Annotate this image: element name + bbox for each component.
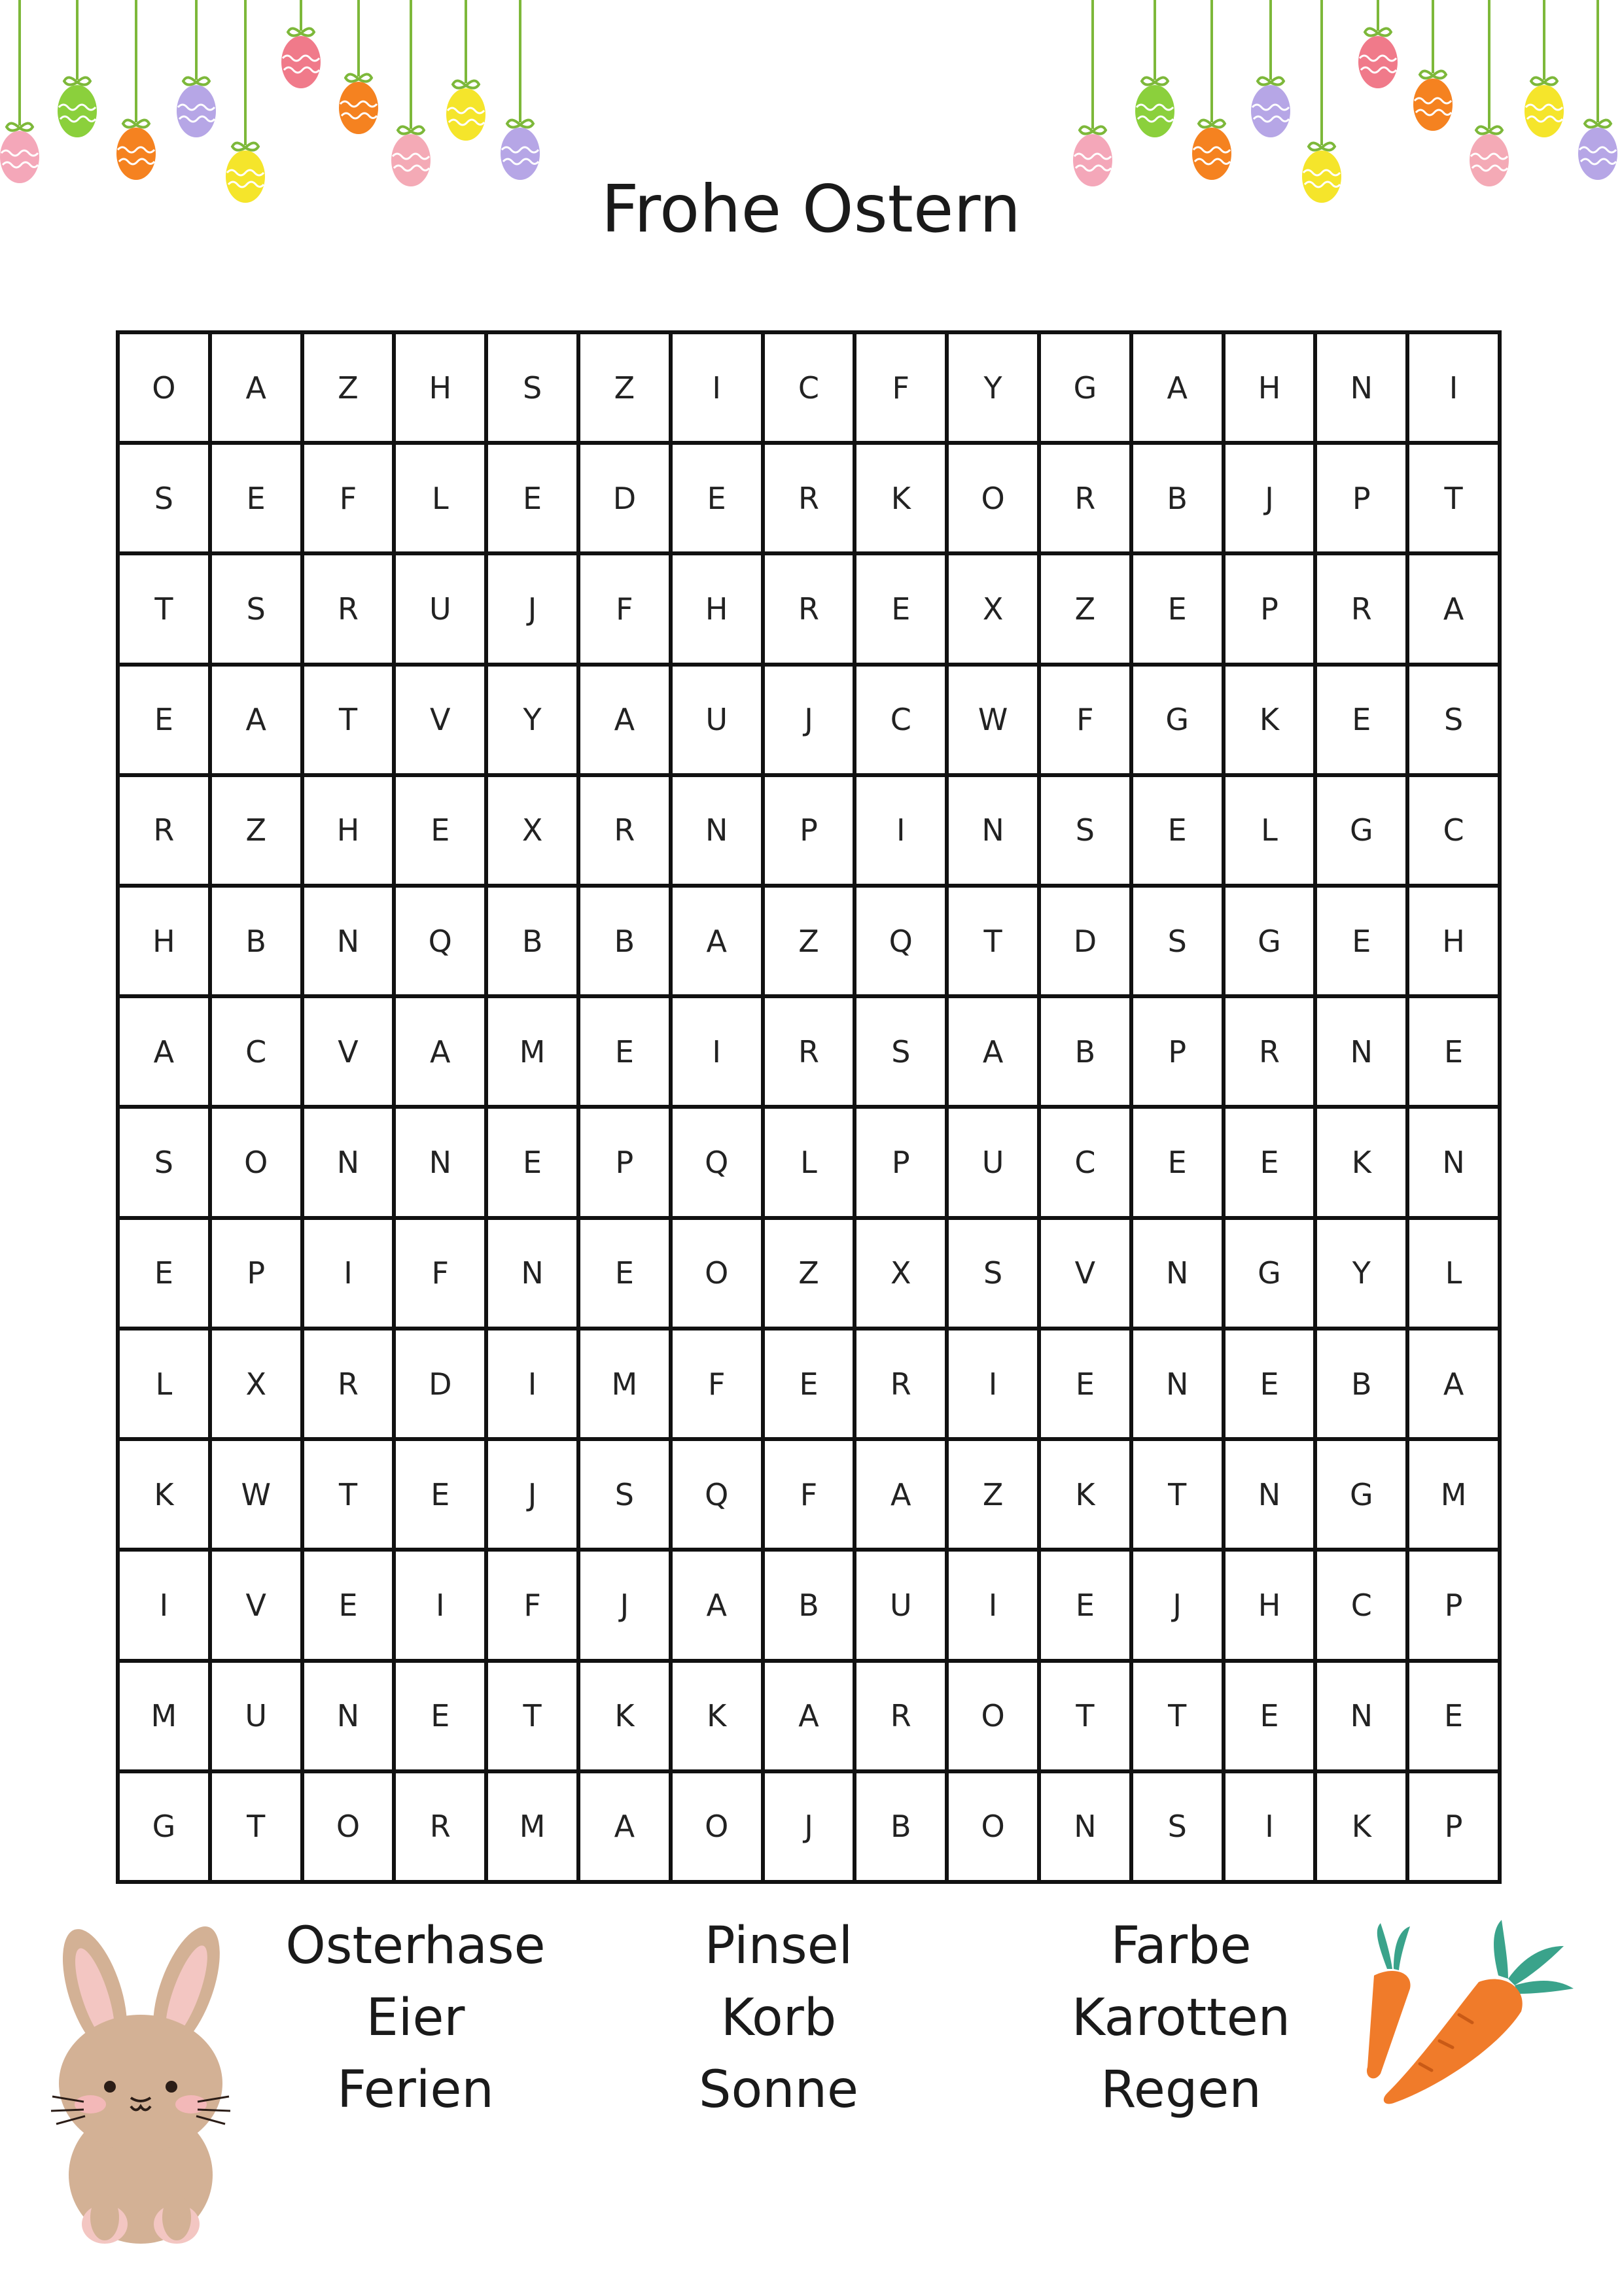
grid-cell: E — [765, 1331, 857, 1441]
grid-cell: U — [396, 555, 488, 666]
grid-cell: P — [1409, 1773, 1502, 1884]
grid-cell: F — [673, 1331, 765, 1441]
word-item: Osterhase — [285, 1917, 546, 1975]
grid-cell: A — [212, 667, 304, 777]
grid-cell: B — [212, 888, 304, 998]
grid-cell: X — [212, 1331, 304, 1441]
grid-cell: C — [1041, 1109, 1133, 1219]
grid-cell: I — [949, 1331, 1041, 1441]
grid-cell: N — [396, 1109, 488, 1219]
grid-cell: E — [396, 1441, 488, 1552]
grid-cell: A — [949, 998, 1041, 1109]
grid-cell: M — [120, 1663, 212, 1773]
grid-cell: V — [1041, 1220, 1133, 1331]
grid-cell: Z — [212, 777, 304, 888]
grid-cell: E — [212, 445, 304, 555]
easter-egg-icon — [1251, 85, 1290, 137]
grid-cell: H — [1225, 1552, 1318, 1662]
word-item: Korb — [720, 1989, 837, 2047]
grid-cell: N — [673, 777, 765, 888]
grid-cell: B — [1133, 445, 1225, 555]
grid-cell: B — [1317, 1331, 1409, 1441]
grid-cell: J — [765, 1773, 857, 1884]
page-title: Frohe Ostern — [601, 171, 1021, 247]
grid-cell: R — [856, 1663, 949, 1773]
grid-cell: Z — [304, 334, 397, 445]
grid-cell: J — [488, 1441, 580, 1552]
grid-cell: R — [304, 1331, 397, 1441]
grid-cell: C — [212, 998, 304, 1109]
grid-cell: O — [304, 1773, 397, 1884]
grid-cell: L — [1225, 777, 1318, 888]
grid-cell: H — [396, 334, 488, 445]
grid-cell: A — [1409, 1331, 1502, 1441]
grid-cell: V — [396, 667, 488, 777]
grid-cell: E — [1225, 1109, 1318, 1219]
word-item: Regen — [1101, 2061, 1261, 2119]
grid-cell: P — [1409, 1552, 1502, 1662]
grid-cell: S — [949, 1220, 1041, 1331]
grid-cell: F — [396, 1220, 488, 1331]
grid-cell: I — [488, 1331, 580, 1441]
grid-cell: K — [1317, 1773, 1409, 1884]
grid-cell: O — [120, 334, 212, 445]
grid-cell: E — [1041, 1331, 1133, 1441]
grid-cell: N — [1133, 1331, 1225, 1441]
easter-egg-icon — [1358, 36, 1398, 88]
grid-cell: W — [212, 1441, 304, 1552]
grid-cell: N — [304, 1109, 397, 1219]
grid-cell: S — [580, 1441, 673, 1552]
grid-cell: N — [1041, 1773, 1133, 1884]
grid-cell: Z — [765, 1220, 857, 1331]
grid-cell: E — [488, 445, 580, 555]
grid-cell: J — [765, 667, 857, 777]
word-search-grid — [116, 330, 1502, 1884]
grid-cell: F — [304, 445, 397, 555]
grid-cell: N — [1317, 334, 1409, 445]
grid-cell: J — [488, 555, 580, 666]
grid-cell: G — [1317, 1441, 1409, 1552]
grid-cell: Y — [488, 667, 580, 777]
grid-cell: J — [580, 1552, 673, 1662]
grid-cell: G — [1317, 777, 1409, 888]
grid-cell: A — [673, 888, 765, 998]
grid-cell: E — [673, 445, 765, 555]
grid-cell: Z — [949, 1441, 1041, 1552]
grid-cell: X — [488, 777, 580, 888]
grid-cell: B — [765, 1552, 857, 1662]
grid-cell: A — [120, 998, 212, 1109]
grid-cell: I — [304, 1220, 397, 1331]
word-item: Sonne — [698, 2061, 859, 2119]
grid-cell: I — [120, 1552, 212, 1662]
easter-egg-icon — [339, 82, 378, 134]
grid-cell: P — [856, 1109, 949, 1219]
grid-cell: R — [856, 1331, 949, 1441]
grid-cell: I — [396, 1552, 488, 1662]
grid-cell: E — [396, 777, 488, 888]
grid-cell: O — [673, 1220, 765, 1331]
grid-cell: C — [765, 334, 857, 445]
grid-cell: A — [580, 667, 673, 777]
grid-cell: H — [120, 888, 212, 998]
grid-cell: T — [304, 667, 397, 777]
grid-cell: R — [396, 1773, 488, 1884]
grid-cell: E — [1041, 1552, 1133, 1662]
grid-cell: S — [1133, 888, 1225, 998]
word-list-column-1 — [232, 1910, 599, 2126]
grid-cell: M — [488, 998, 580, 1109]
grid-cell: E — [580, 1220, 673, 1331]
grid-cell: F — [765, 1441, 857, 1552]
grid-cell: E — [1133, 555, 1225, 666]
grid-cell: Z — [765, 888, 857, 998]
word-item: Farbe — [1110, 1917, 1252, 1975]
grid-cell: T — [949, 888, 1041, 998]
grid-cell: S — [1409, 667, 1502, 777]
grid-cell: K — [1041, 1441, 1133, 1552]
word-list-column-2 — [595, 1910, 962, 2126]
grid-cell: I — [673, 998, 765, 1109]
carrots-icon — [1348, 1917, 1583, 2106]
grid-cell: S — [212, 555, 304, 666]
grid-cell: T — [212, 1773, 304, 1884]
grid-cell: Q — [856, 888, 949, 998]
grid-cell: T — [1409, 445, 1502, 555]
grid-cell: E — [120, 1220, 212, 1331]
grid-cell: K — [673, 1663, 765, 1773]
easter-egg-icon — [1413, 78, 1453, 131]
grid-cell: L — [396, 445, 488, 555]
grid-cell: N — [1317, 1663, 1409, 1773]
grid-cell: Y — [949, 334, 1041, 445]
grid-cell: E — [1133, 1109, 1225, 1219]
grid-cell: C — [1409, 777, 1502, 888]
grid-cell: I — [1225, 1773, 1318, 1884]
grid-cell: E — [1409, 1663, 1502, 1773]
grid-cell: Z — [580, 334, 673, 445]
grid-cell: T — [304, 1441, 397, 1552]
grid-cell: O — [949, 1773, 1041, 1884]
grid-cell: R — [1317, 555, 1409, 666]
grid-cell: S — [120, 1109, 212, 1219]
grid-cell: E — [1317, 667, 1409, 777]
grid-cell: J — [1225, 445, 1318, 555]
grid-cell: E — [1133, 777, 1225, 888]
grid-cell: Q — [396, 888, 488, 998]
grid-cell: N — [949, 777, 1041, 888]
bunny-icon — [33, 1920, 242, 2247]
grid-cell: U — [673, 667, 765, 777]
grid-cell: E — [488, 1109, 580, 1219]
grid-cell: T — [120, 555, 212, 666]
grid-cell: H — [1225, 334, 1318, 445]
grid-cell: S — [856, 998, 949, 1109]
grid-cell: F — [580, 555, 673, 666]
grid-cell: A — [1409, 555, 1502, 666]
grid-cell: O — [673, 1773, 765, 1884]
grid-cell: D — [1041, 888, 1133, 998]
grid-cell: E — [396, 1663, 488, 1773]
grid-cell: N — [304, 1663, 397, 1773]
grid-cell: E — [1225, 1331, 1318, 1441]
grid-cell: X — [949, 555, 1041, 666]
grid-cell: S — [120, 445, 212, 555]
grid-cell: B — [580, 888, 673, 998]
grid-cell: L — [1409, 1220, 1502, 1331]
grid-cell: E — [120, 667, 212, 777]
grid-cell: N — [1225, 1441, 1318, 1552]
grid-cell: A — [673, 1552, 765, 1662]
grid-cell: G — [1041, 334, 1133, 445]
grid-cell: Y — [1317, 1220, 1409, 1331]
grid-cell: P — [212, 1220, 304, 1331]
grid-cell: F — [488, 1552, 580, 1662]
grid-cell: E — [580, 998, 673, 1109]
grid-cell: H — [1409, 888, 1502, 998]
grid-cell: U — [949, 1109, 1041, 1219]
grid-cell: T — [1133, 1663, 1225, 1773]
grid-cell: A — [765, 1663, 857, 1773]
grid-cell: M — [580, 1331, 673, 1441]
grid-cell: R — [765, 998, 857, 1109]
grid-cell: E — [1317, 888, 1409, 998]
grid-cell: H — [304, 777, 397, 888]
grid-cell: W — [949, 667, 1041, 777]
grid-cell: S — [1133, 1773, 1225, 1884]
grid-cell: G — [1133, 667, 1225, 777]
grid-cell: A — [396, 998, 488, 1109]
grid-cell: V — [212, 1552, 304, 1662]
easter-egg-icon — [58, 85, 97, 137]
word-item: Ferien — [337, 2061, 494, 2119]
grid-cell: N — [1409, 1109, 1502, 1219]
grid-cell: S — [488, 334, 580, 445]
grid-cell: N — [304, 888, 397, 998]
grid-cell: I — [1409, 334, 1502, 445]
grid-cell: C — [1317, 1552, 1409, 1662]
easter-egg-icon — [281, 36, 321, 88]
easter-egg-icon — [446, 88, 485, 141]
grid-cell: T — [1041, 1663, 1133, 1773]
grid-cell: N — [1133, 1220, 1225, 1331]
grid-cell: K — [1317, 1109, 1409, 1219]
grid-cell: N — [488, 1220, 580, 1331]
grid-cell: M — [488, 1773, 580, 1884]
grid-cell: O — [949, 445, 1041, 555]
grid-cell: Q — [673, 1441, 765, 1552]
grid-cell: N — [1317, 998, 1409, 1109]
grid-cell: K — [856, 445, 949, 555]
grid-cell: J — [1133, 1552, 1225, 1662]
grid-cell: V — [304, 998, 397, 1109]
grid-cell: R — [1225, 998, 1318, 1109]
grid-cell: O — [212, 1109, 304, 1219]
grid-cell: I — [856, 777, 949, 888]
grid-cell: P — [765, 777, 857, 888]
grid-cell: E — [1409, 998, 1502, 1109]
grid-cell: K — [580, 1663, 673, 1773]
grid-cell: D — [396, 1331, 488, 1441]
grid-cell: K — [1225, 667, 1318, 777]
grid-cell: I — [949, 1552, 1041, 1662]
grid-cell: U — [212, 1663, 304, 1773]
grid-cell: B — [488, 888, 580, 998]
grid-cell: P — [1225, 555, 1318, 666]
grid-cell: B — [856, 1773, 949, 1884]
grid-cell: R — [765, 445, 857, 555]
grid-cell: G — [120, 1773, 212, 1884]
grid-cell: R — [1041, 445, 1133, 555]
word-item: Pinsel — [704, 1917, 853, 1975]
grid-cell: B — [1041, 998, 1133, 1109]
grid-cell: F — [1041, 667, 1133, 777]
grid-cell: P — [580, 1109, 673, 1219]
easter-egg-icon — [177, 85, 216, 137]
grid-cell: C — [856, 667, 949, 777]
easter-egg-icon — [1135, 85, 1174, 137]
grid-cell: O — [949, 1663, 1041, 1773]
grid-cell: X — [856, 1220, 949, 1331]
grid-cell: R — [765, 555, 857, 666]
grid-cell: T — [1133, 1441, 1225, 1552]
grid-cell: F — [856, 334, 949, 445]
grid-cell: L — [765, 1109, 857, 1219]
grid-cell: S — [1041, 777, 1133, 888]
grid-cell: Q — [673, 1109, 765, 1219]
grid-cell: E — [1225, 1663, 1318, 1773]
grid-cell: A — [212, 334, 304, 445]
grid-cell: Z — [1041, 555, 1133, 666]
word-item: Eier — [366, 1989, 465, 2047]
grid-cell: P — [1317, 445, 1409, 555]
grid-cell: U — [856, 1552, 949, 1662]
grid-cell: T — [488, 1663, 580, 1773]
grid-cell: R — [580, 777, 673, 888]
grid-cell: R — [120, 777, 212, 888]
grid-cell: E — [856, 555, 949, 666]
grid-cell: I — [673, 334, 765, 445]
grid-cell: M — [1409, 1441, 1502, 1552]
grid-cell: A — [1133, 334, 1225, 445]
easter-egg-icon — [1525, 85, 1564, 137]
grid-cell: A — [580, 1773, 673, 1884]
grid-cell: G — [1225, 888, 1318, 998]
grid-cell: A — [856, 1441, 949, 1552]
word-item: Karotten — [1071, 1989, 1291, 2047]
grid-cell: P — [1133, 998, 1225, 1109]
grid-cell: G — [1225, 1220, 1318, 1331]
grid-cell: L — [120, 1331, 212, 1441]
grid-cell: K — [120, 1441, 212, 1552]
grid-cell: E — [304, 1552, 397, 1662]
grid-cell: D — [580, 445, 673, 555]
word-list-column-3 — [998, 1910, 1364, 2126]
grid-cell: R — [304, 555, 397, 666]
grid-cell: H — [673, 555, 765, 666]
